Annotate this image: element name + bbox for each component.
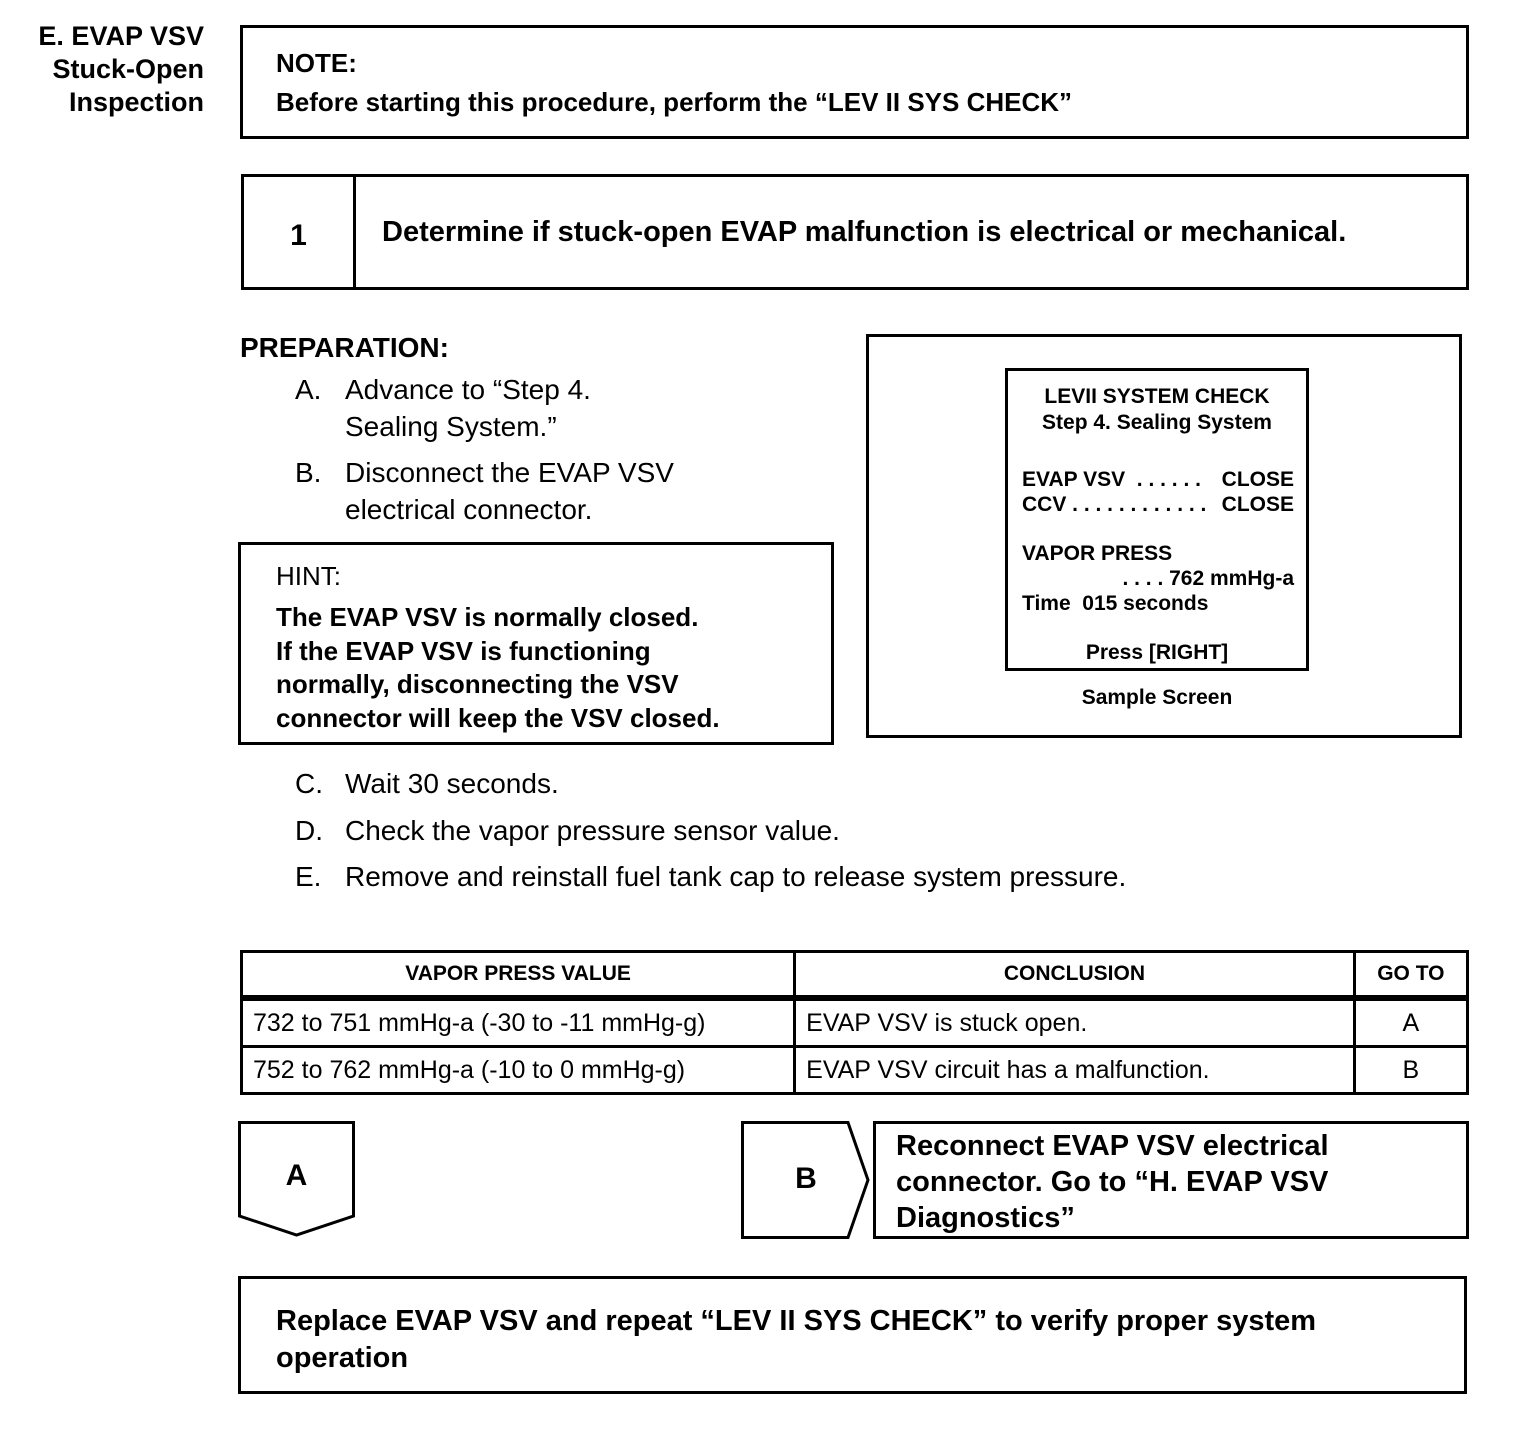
scan-tool-display (1005, 368, 1309, 671)
press-right-prompt: Press [RIGHT] (1085, 641, 1229, 664)
screen-subtitle: Step 4. Sealing System (1042, 411, 1272, 434)
sample-screen-panel (866, 334, 1462, 738)
table-cell: A (1354, 998, 1467, 1047)
table-row (242, 1047, 1468, 1094)
step-header (241, 174, 1469, 290)
step-title: Determine if stuck-open EVAP malfunction is electrical or mechanical. (382, 215, 1347, 248)
table-cell: EVAP VSV is stuck open. (795, 998, 1355, 1047)
prep-step-d: D. Check the vapor pressure sensor value. (295, 812, 840, 849)
time-readout: Time 015 seconds (1022, 592, 1209, 615)
prep-step-letter: C. (295, 768, 323, 799)
outcome-b-arrow (741, 1121, 871, 1239)
prep-step-a: A. Advance to “Step 4. Sealing System.” (295, 371, 591, 445)
vapor-press-value: . . . . 762 mmHg-a (1122, 567, 1294, 590)
vapor-press-label: VAPOR PRESS (1022, 542, 1173, 565)
evap-vsv-value: CLOSE (1221, 468, 1294, 491)
prep-step-letter: B. (295, 457, 322, 488)
vapor-press-table (240, 950, 1469, 1095)
sample-screen-caption: Sample Screen (1081, 686, 1233, 709)
hint-text: The EVAP VSV is normally closed. If the EVAP VSV is functioning normally, disconnecting the VSV connector will keep the VSV closed. (276, 602, 720, 733)
table-cell: B (1354, 1047, 1467, 1094)
prep-step-letter: E. (295, 861, 322, 892)
ccv-label: CCV . . . . . . . . . . . . (1022, 493, 1207, 516)
outcome-a-label: A (285, 1159, 308, 1192)
prep-step-c: C. Wait 30 seconds. (295, 765, 559, 802)
table-header-row (242, 952, 1468, 999)
step-number: 1 (244, 177, 356, 287)
column-header: CONCLUSION (795, 952, 1355, 999)
preparation-title: PREPARATION: (240, 332, 449, 363)
outcome-b-label: B (795, 1162, 817, 1195)
table-row (242, 998, 1468, 1047)
prep-step-b: B. Disconnect the EVAP VSV electrical connector. (295, 454, 674, 528)
hint-box (238, 542, 834, 745)
ccv-value: CLOSE (1221, 493, 1294, 516)
table-cell: EVAP VSV circuit has a malfunction. (795, 1047, 1355, 1094)
prep-step-letter: A. (295, 374, 322, 405)
note-label: NOTE: (276, 48, 357, 78)
table-cell: 752 to 762 mmHg-a (-10 to 0 mmHg-g) (242, 1047, 795, 1094)
hint-label: HINT: (276, 561, 341, 591)
evap-vsv-label: EVAP VSV . . . . . . (1022, 468, 1201, 491)
column-header: VAPOR PRESS VALUE (242, 952, 795, 999)
note-box (240, 25, 1469, 139)
table-cell: 732 to 751 mmHg-a (-30 to -11 mmHg-g) (242, 998, 795, 1047)
outcome-b-action: Reconnect EVAP VSV electrical connector. Go to “H. EVAP VSV Diagnostics” (873, 1121, 1469, 1239)
prep-step-e: E. Remove and reinstall fuel tank cap to release system pressure. (295, 858, 1126, 895)
column-header: GO TO (1354, 952, 1467, 999)
outcome-a-arrow (238, 1121, 355, 1238)
screen-title: LEVII SYSTEM CHECK (1044, 385, 1270, 408)
prep-step-letter: D. (295, 815, 323, 846)
note-text: Before starting this procedure, perform the “LEV II SYS CHECK” (276, 87, 1073, 117)
final-action-box: Replace EVAP VSV and repeat “LEV II SYS CHECK” to verify proper system operation (238, 1276, 1467, 1394)
section-title: E. EVAP VSV Stuck-Open Inspection (38, 21, 204, 117)
